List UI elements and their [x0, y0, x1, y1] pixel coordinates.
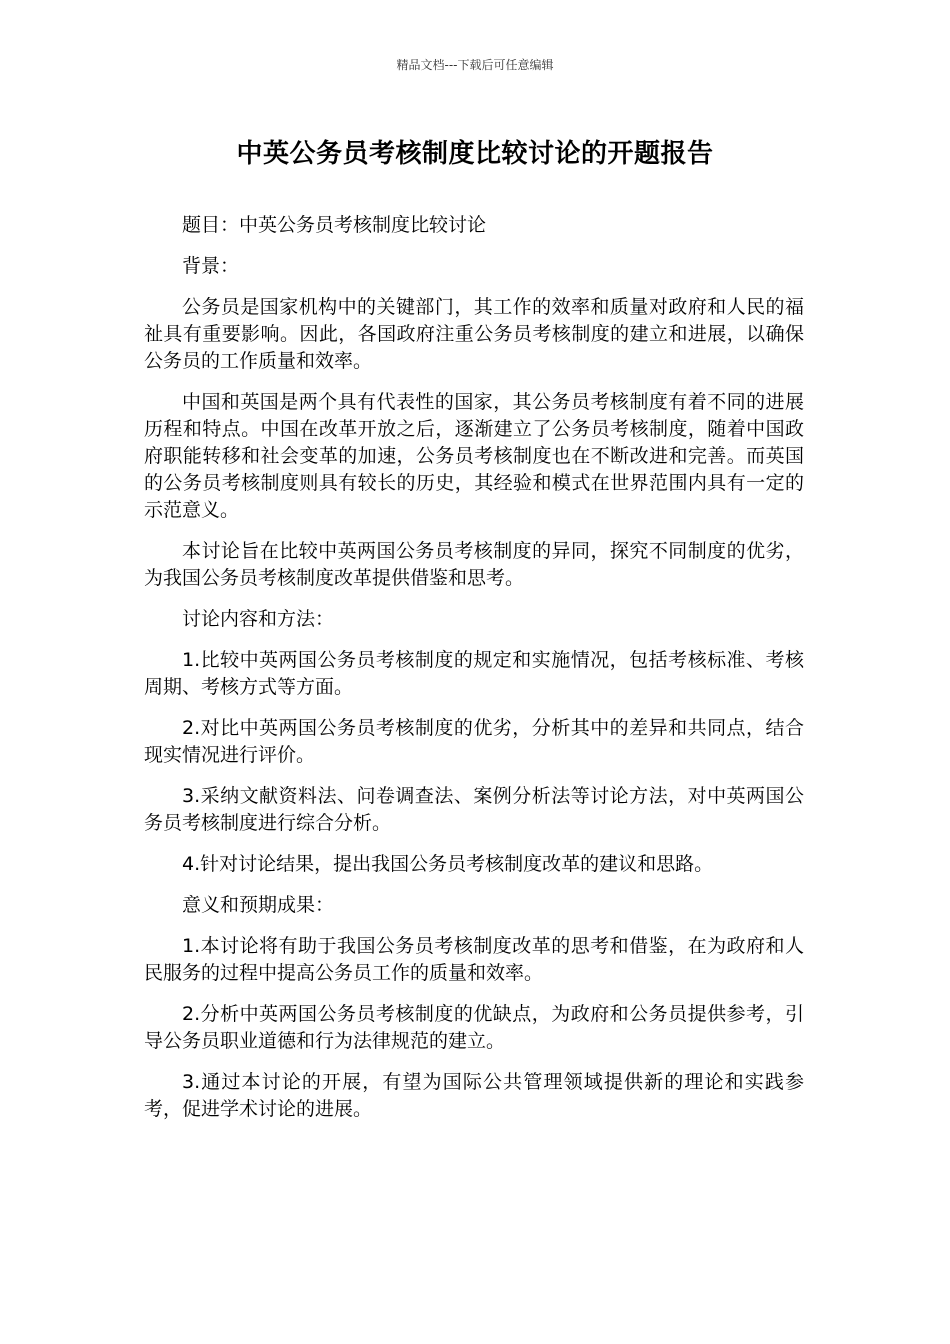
list-item: 3.通过本讨论的开展，有望为国际公共管理领域提供新的理论和实践参考，促进学术讨论的进展。: [144, 1071, 804, 1120]
document-body: [144, 212, 804, 1137]
paragraph: 中国和英国是两个具有代表性的国家，其公务员考核制度有着不同的进展历程和特点。中国在改革开放之后，逐渐建立了公务员考核制度，随着中国政府职能转移和社会变革的加速，公务员考核制度也在不断改进和完善。而英国的公务员考核制度则具有较长的历史，其经验和模式在世界范围内具有一定的示范意义。: [144, 391, 804, 521]
list-item: 2.分析中英两国公务员考核制度的优缺点，为政府和公务员提供参考，引导公务员职业道德和行为法律规范的建立。: [144, 1003, 804, 1052]
list-item: 2.对比中英两国公务员考核制度的优劣，分析其中的差异和共同点，结合现实情况进行评价。: [144, 717, 804, 766]
paragraph: 公务员是国家机构中的关键部门，其工作的效率和质量对政府和人民的福祉具有重要影响。因此，各国政府注重公务员考核制度的建立和进展，以确保公务员的工作质量和效率。: [144, 296, 804, 372]
list-item: 3.采纳文献资料法、问卷调查法、案例分析法等讨论方法，对中英两国公务员考核制度进行综合分析。: [144, 785, 804, 834]
list-item: 4.针对讨论结果，提出我国公务员考核制度改革的建议和思路。: [182, 853, 714, 875]
list-item: 1.比较中英两国公务员考核制度的规定和实施情况，包括考核标准、考核周期、考核方式等方面。: [144, 649, 804, 698]
section-heading-methods: 讨论内容和方法：: [182, 608, 335, 630]
topic-line: 题目：中英公务员考核制度比较讨论: [182, 214, 487, 236]
list-item: 1.本讨论将有助于我国公务员考核制度改革的思考和借鉴，在为政府和人民服务的过程中提高公务员工作的质量和效率。: [144, 935, 804, 984]
section-heading-significance: 意义和预期成果：: [182, 894, 335, 916]
document-title: 中英公务员考核制度比较讨论的开题报告: [236, 139, 714, 169]
header-note: 精品文档---下载后可任意编辑: [396, 58, 554, 72]
section-heading-background: 背景：: [182, 255, 240, 277]
paragraph: 本讨论旨在比较中英两国公务员考核制度的异同，探究不同制度的优劣，为我国公务员考核制度改革提供借鉴和思考。: [144, 540, 804, 589]
